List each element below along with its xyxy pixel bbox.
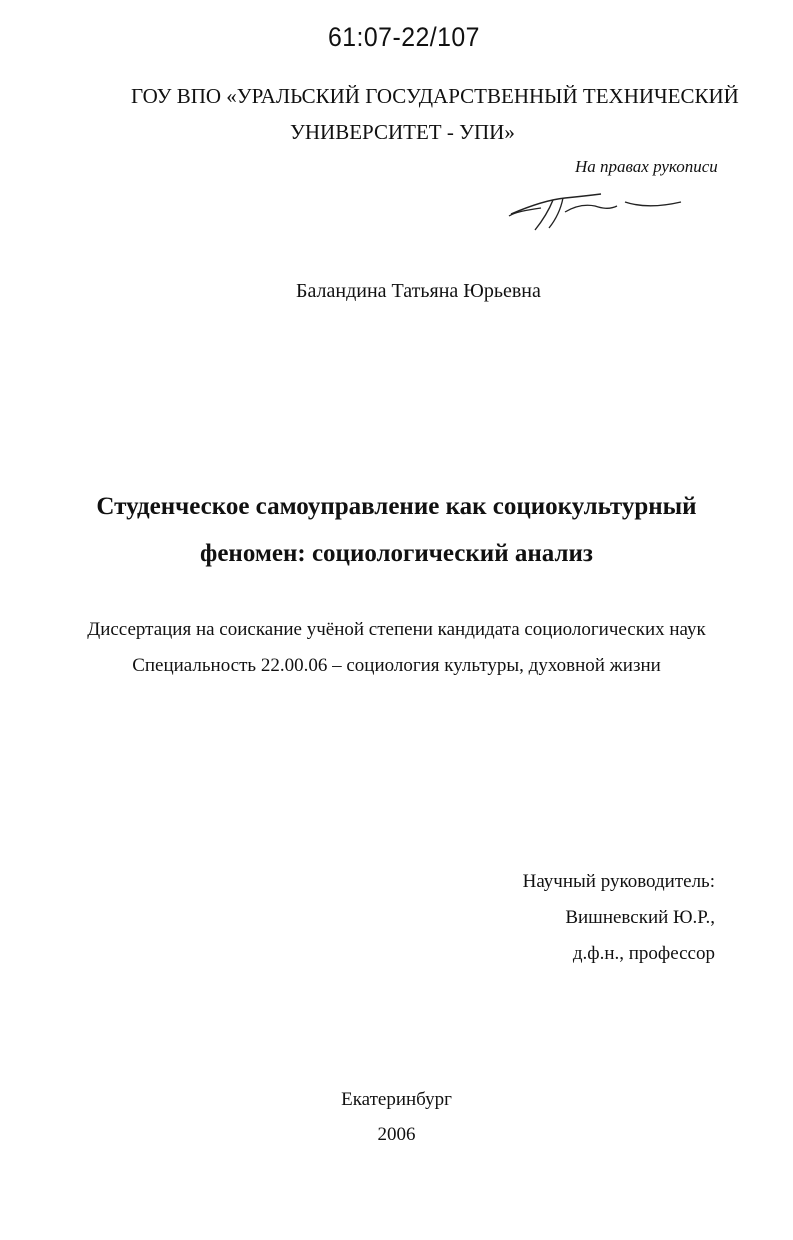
organization-line-2: УНИВЕРСИТЕТ - УПИ» <box>290 120 515 144</box>
handwritten-signature <box>505 186 685 236</box>
organization-line-1: ГОУ ВПО «УРАЛЬСКИЙ ГОСУДАРСТВЕННЫЙ ТЕХНИЧЕСКИЙ <box>131 84 739 108</box>
degree-description: Диссертация на соискание учёной степени кандидата социологических наук <box>87 619 706 640</box>
specialty: Специальность 22.00.06 – социология культуры, духовной жизни <box>132 655 661 676</box>
dissertation-title-line-2: феномен: социологический анализ <box>200 540 593 567</box>
catalog-number: 61:07-22/107 <box>328 22 480 52</box>
advisor-label: Научный руководитель: <box>522 871 715 892</box>
year: 2006 <box>377 1124 416 1145</box>
manuscript-rights-note: На правах рукописи <box>575 157 718 176</box>
author-name: Баландина Татьяна Юрьевна <box>296 280 541 302</box>
advisor-name: Вишневский Ю.Р., <box>565 907 715 928</box>
advisor-credentials: д.ф.н., профессор <box>572 943 715 964</box>
city: Екатеринбург <box>341 1089 452 1110</box>
dissertation-title-line-1: Студенческое самоуправление как социокультурный <box>96 493 697 520</box>
